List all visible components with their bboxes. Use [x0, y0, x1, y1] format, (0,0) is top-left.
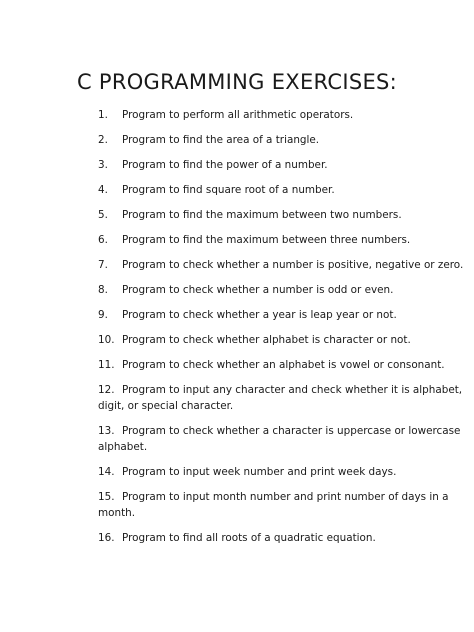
list-item-text: Program to find the power of a number. [122, 159, 328, 171]
list-item-line [98, 282, 428, 298]
list-item [98, 182, 428, 198]
list-item-line [98, 382, 463, 398]
list-item-number: 10. [98, 334, 115, 346]
list-item-text: Program to check whether an alphabet is vowel or consonant. [122, 359, 445, 371]
list-item-line [98, 182, 428, 198]
list-item-number: 7. [98, 259, 108, 271]
list-item-text: Program to check whether a number is positive, negative or zero. [122, 259, 464, 271]
list-item-number: 4. [98, 184, 108, 196]
list-item-text: Program to find the area of a triangle. [122, 134, 320, 146]
list-item-line [98, 132, 428, 148]
list-item-text: Program to input month number and print number of days in a [122, 491, 449, 503]
list-item-line [98, 464, 428, 480]
exercise-list [98, 107, 464, 555]
list-item-line [98, 257, 464, 273]
list-item-number: 3. [98, 159, 108, 171]
list-item-text: Program to find square root of a number. [122, 184, 335, 196]
page-title: C PROGRAMMING EXERCISES: [76, 70, 398, 94]
list-item-text: Program to input week number and print week days. [122, 466, 397, 478]
list-item-number: 9. [98, 309, 108, 321]
list-item-text: Program to check whether a year is leap year or not. [122, 309, 397, 321]
list-item-number: 11. [98, 359, 115, 371]
list-item [98, 307, 428, 323]
list-item [98, 232, 428, 248]
list-item [98, 282, 428, 298]
list-item-line [98, 332, 428, 348]
list-item-line [98, 530, 428, 546]
list-item-continuation: alphabet. [98, 441, 148, 453]
list-item-line [98, 232, 428, 248]
list-item-line [98, 307, 428, 323]
list-item [98, 257, 464, 273]
list-item-text: Program to check whether a number is odd or even. [122, 284, 394, 296]
list-item-line [98, 423, 461, 439]
list-item-number: 6. [98, 234, 108, 246]
list-item-number: 15. [98, 491, 115, 503]
list-item [98, 530, 428, 546]
list-item-text: Program to find all roots of a quadratic equation. [122, 532, 376, 544]
list-item-line [98, 207, 428, 223]
list-item-number: 2. [98, 134, 108, 146]
list-item-number: 13. [98, 425, 115, 437]
list-item-number: 5. [98, 209, 108, 221]
list-item-continuation: digit, or special character. [98, 400, 234, 412]
list-item-line [98, 157, 428, 173]
list-item [98, 423, 461, 455]
list-item-text: Program to check whether alphabet is character or not. [122, 334, 411, 346]
list-item [98, 332, 428, 348]
list-item [98, 382, 463, 414]
list-item-text: Program to find the maximum between three numbers. [122, 234, 411, 246]
list-item [98, 107, 428, 123]
list-item-number: 16. [98, 532, 115, 544]
list-item-number: 8. [98, 284, 108, 296]
list-item [98, 207, 428, 223]
list-item-number: 14. [98, 466, 115, 478]
list-item [98, 157, 428, 173]
list-item-line [98, 107, 428, 123]
list-item-number: 12. [98, 384, 115, 396]
list-item [98, 357, 445, 373]
list-item-text: Program to input any character and check whether it is alphabet, [122, 384, 463, 396]
list-item-text: Program to check whether a character is uppercase or lowercase [122, 425, 461, 437]
list-item-line [98, 489, 449, 505]
list-item-line [98, 357, 445, 373]
list-item-number: 1. [98, 109, 108, 121]
list-item [98, 464, 428, 480]
list-item-text: Program to find the maximum between two numbers. [122, 209, 402, 221]
list-item-text: Program to perform all arithmetic operators. [122, 109, 354, 121]
list-item [98, 132, 428, 148]
list-item [98, 489, 449, 521]
list-item-continuation: month. [98, 507, 136, 519]
